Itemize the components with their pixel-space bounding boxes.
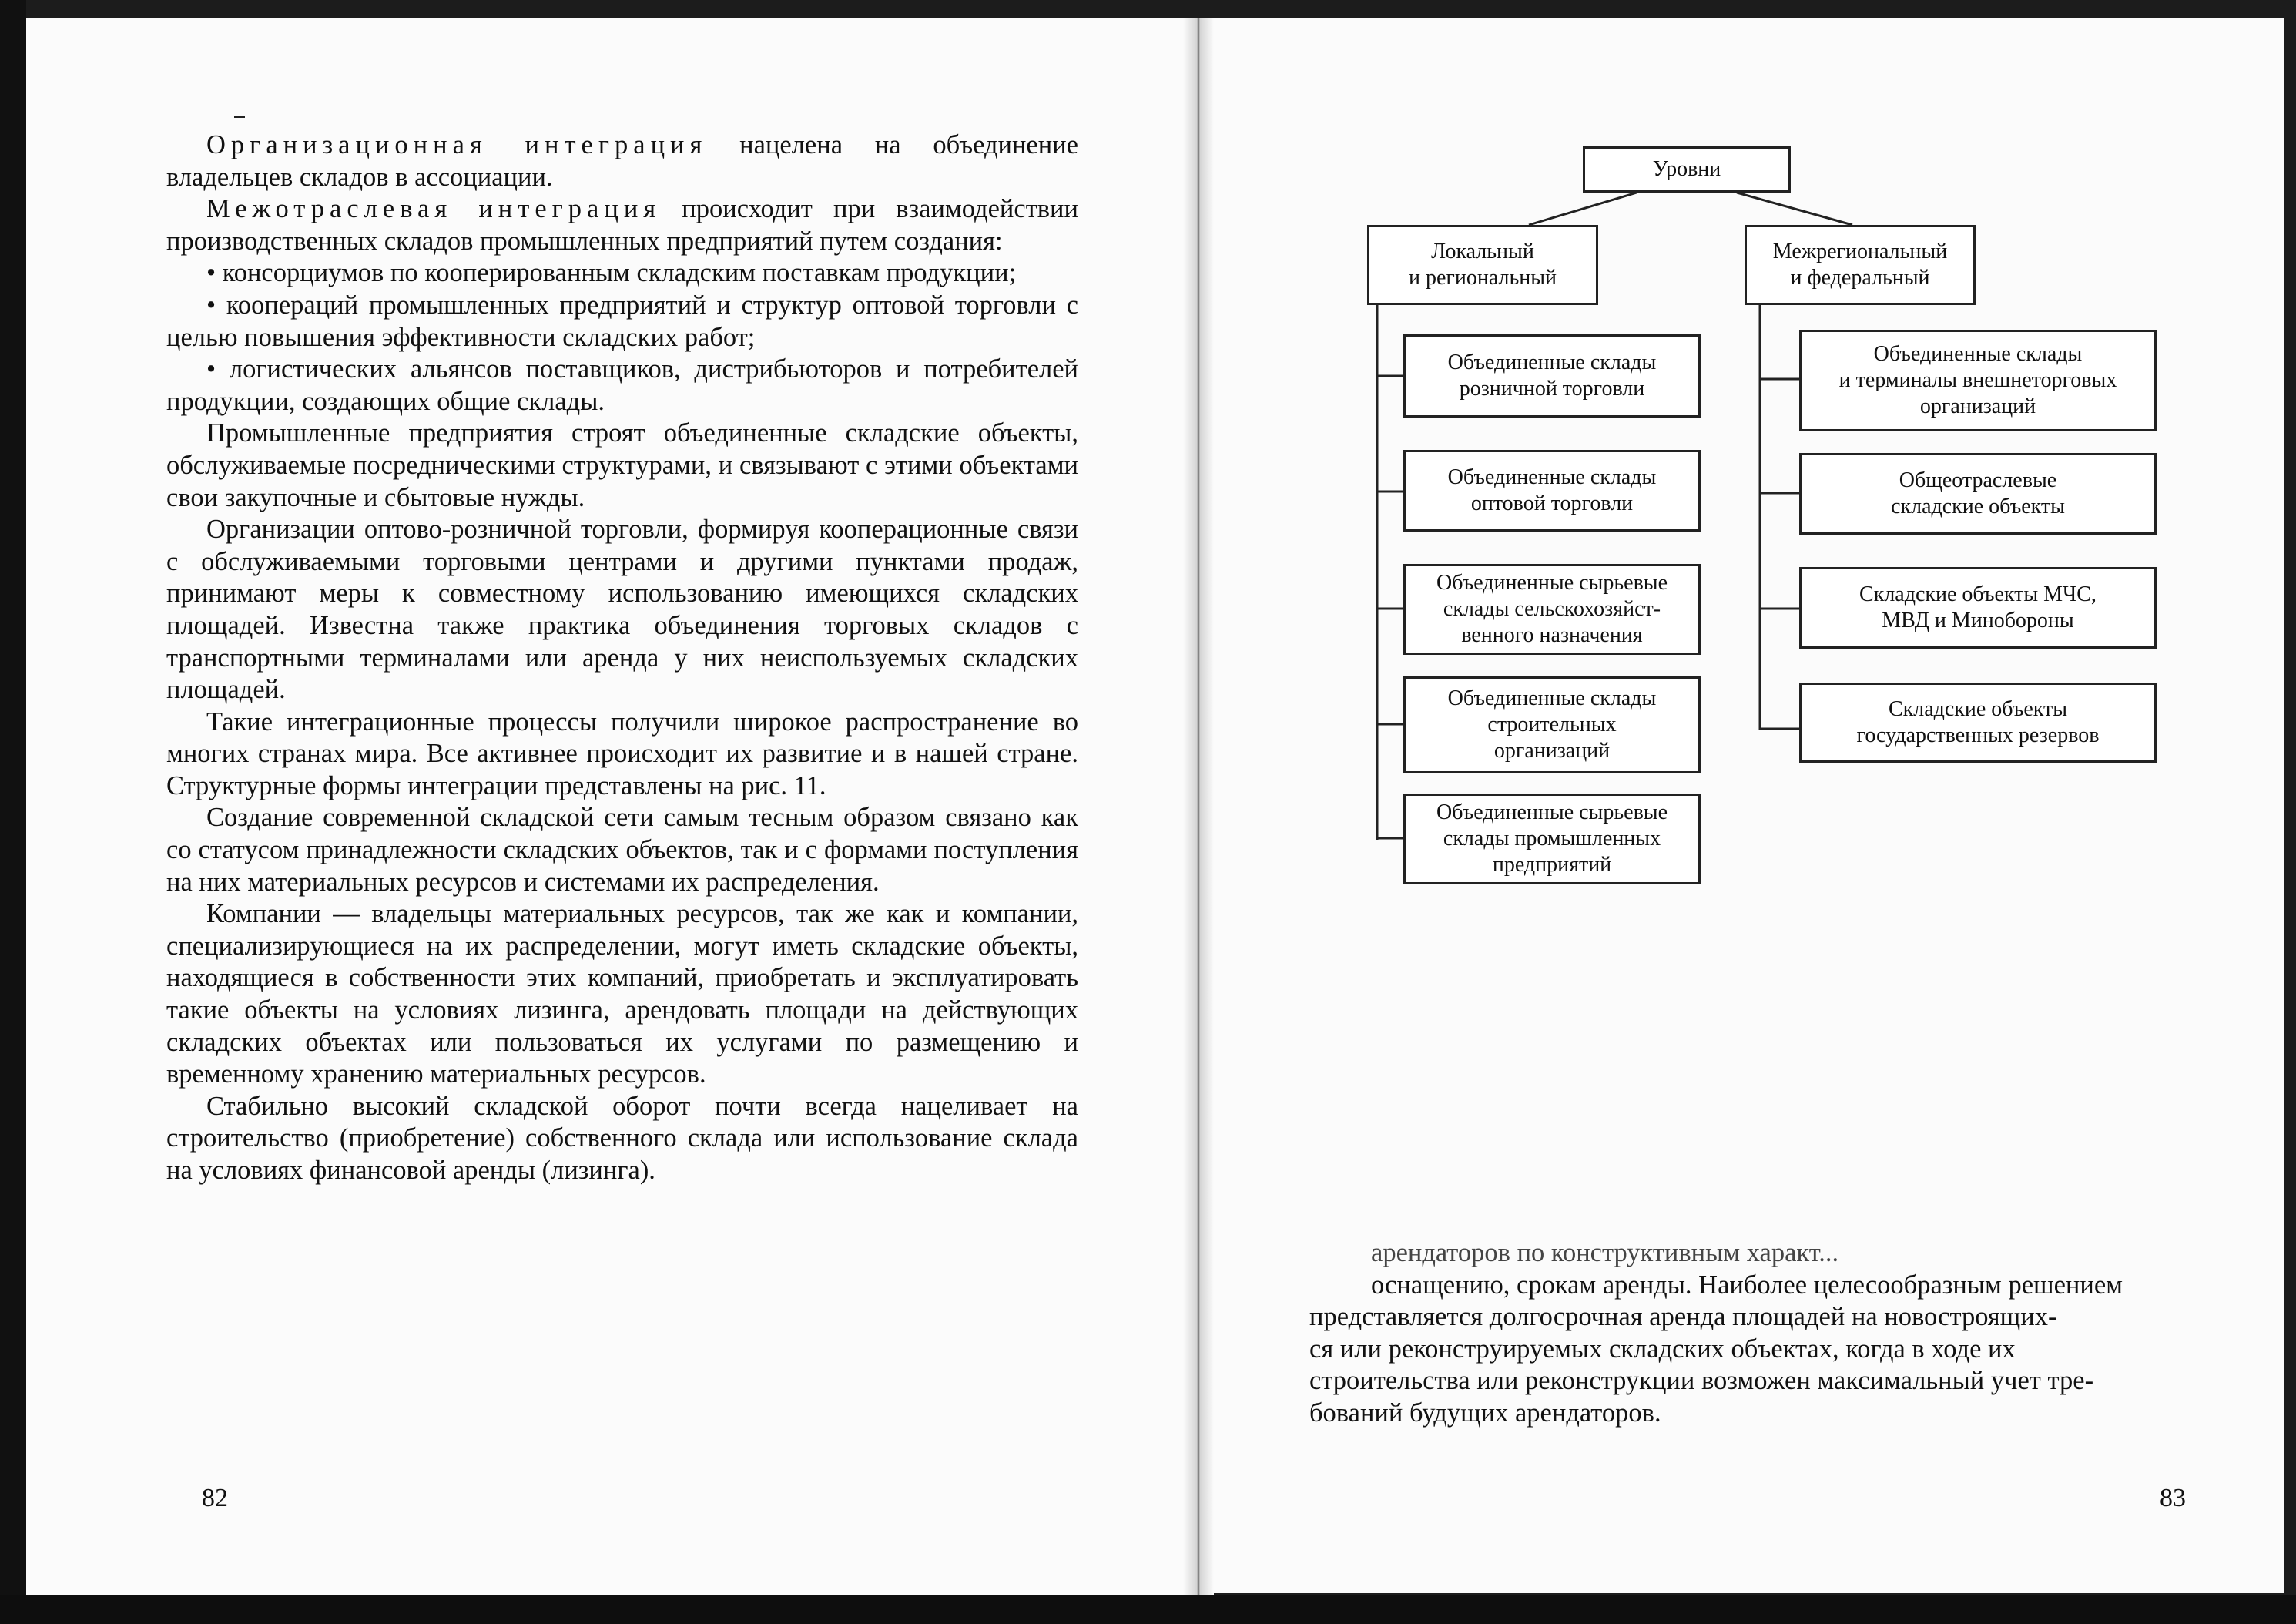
state-reserves-objects-box: Складские объекты государственных резервов (1799, 683, 2157, 763)
text-line: бований будущих арендаторов. (1309, 1398, 1661, 1428)
list-item: • логистических альянсов поставщиков, дистрибьюторов и потребителей продукции, создающих общие склады. (166, 354, 1078, 416)
local-regional-box: Локальный и региональный (1367, 225, 1598, 305)
industrial-warehouses-box: Объединенные сырьевые склады промышленных предприятий (1403, 794, 1701, 884)
paragraph: Межотраслевая интеграция происходит при взаимодействии производственных складов промышленных предприятий путем создания: (166, 194, 1078, 256)
intersectoral-objects-box: Общеотраслевые складские объекты (1799, 453, 2157, 535)
text-line: представляется долгосрочная аренда площадей на новостроящих- (1309, 1302, 2057, 1332)
retail-warehouses-box: Объединенные склады розничной торговли (1403, 334, 1701, 418)
agricultural-warehouses-box: Объединенные сырьевые склады сельскохозяйст- венного назначения (1403, 564, 1701, 655)
interregional-federal-box: Межрегиональный и федеральный (1745, 225, 1976, 305)
paragraph: Организационная интеграция нацелена на объединение владельцев складов в ассоциации. (166, 130, 1078, 192)
paragraph: Организации оптово-розничной торговли, формируя кооперационные связи с обслуживаемыми торговыми центрами и другими пунктами продаж, принимают меры к совместному использованию имеющихся складских площадей. Известна также практика объединения торговых складов с транспортными терминалами или аренда у них неиспользуемых складских площадей. (166, 515, 1078, 705)
page-number-left: 82 (202, 1484, 228, 1512)
page-number-right: 83 (2160, 1484, 2186, 1512)
construction-warehouses-box: Объединенные склады строительных организаций (1403, 676, 1701, 773)
paragraph: Промышленные предприятия строят объединенные складские объекты, обслуживаемые посредническими структурами, и связывают с этими объектами свои закупочные и сбытовые нужды. (166, 418, 1078, 512)
text-line: оснащению, срокам аренды. Наиболее целесообразным решением (1371, 1270, 2123, 1300)
book-bottom-edge (0, 1595, 2296, 1624)
term-organizational-integration: Организационная интеграция (206, 130, 708, 159)
paragraph: Компании — владельцы материальных ресурсов, так же как и компании, специализирующиеся на их распределении, могут иметь складские объекты, находящиеся в собственности этих компаний, приобретать и эксплуатировать такие объекты на условиях лизинга, арендовать площади на действующих складских объектах или пользоваться их услугами по размещению и временному хранению материальных ресурсов. (166, 899, 1078, 1089)
list-item: • коопераций промышленных предприятий и структур оптовой торговли с целью повышения эффективности складских работ; (166, 290, 1078, 352)
emergency-defense-objects-box: Складские объекты МЧС, МВД и Минобороны (1799, 567, 2157, 649)
paragraph: Создание современной складской сети самым тесным образом связано как со статусом принадлежности складских объектов, так и с формами поступления на них материальных ресурсов и системами их распределения. (166, 803, 1078, 897)
text-line: арендаторов по конструктивным характ... (1371, 1238, 1839, 1267)
levels-root-box: Уровни (1583, 146, 1791, 193)
text-line: строительства или реконструкции возможен максимальный учет тре- (1309, 1366, 2094, 1396)
right-page-body (1309, 1237, 2194, 1430)
paragraph: Такие интеграционные процессы получили широкое распространение во многих странах мира. Все активнее происходит их развитие и в нашей стране. Структурные формы интеграции представлены на рис. 11. (166, 706, 1078, 800)
list-item: • консорциумов по кооперированным складским поставкам продукции; (206, 258, 1017, 288)
foreign-trade-terminals-box: Объединенные склады и терминалы внешнеторговых организаций (1799, 330, 2157, 431)
text-line: ся или реконструируемых складских объектах, когда в ходе их (1309, 1334, 2016, 1364)
term-intersectoral-integration: Межотраслевая интеграция (206, 194, 662, 224)
paragraph: Стабильно высокий складской оборот почти всегда нацеливает на строительство (приобретение) собственного склада или использование склада на условиях финансовой аренды (лизинга). (166, 1091, 1078, 1185)
wholesale-warehouses-box: Объединенные склады оптовой торговли (1403, 450, 1701, 532)
